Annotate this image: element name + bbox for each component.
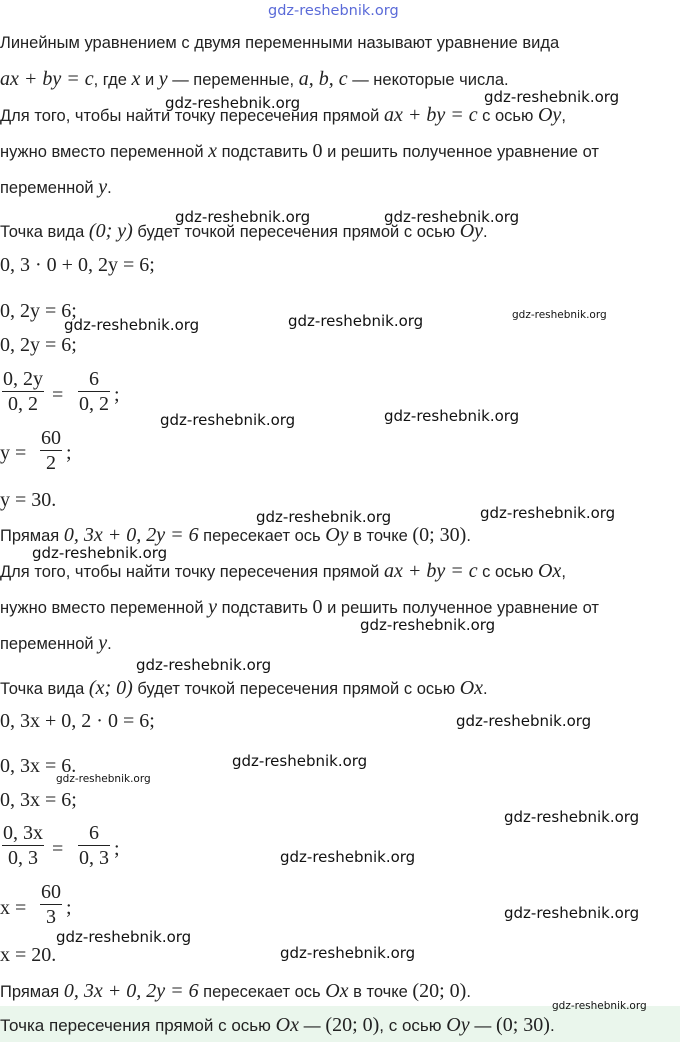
intro-var-y: y [158,68,168,90]
ox-p3b: . [107,635,112,653]
ox-sum-point: (20; 0) [412,980,467,1002]
ox-sum-eq: 0, 3x + 0, 2y = 6 [63,980,199,1002]
ox-sum-axis: Ox [325,980,349,1002]
oy-para-line-2 [0,140,599,163]
ox-p2c: и решить полученное уравнение от [322,599,599,617]
final-c: . [549,1016,555,1035]
ox-point-line [0,677,488,700]
watermark-top: gdz-reshebnik.org [268,3,399,19]
oy-y-lhs: y = [0,442,27,464]
oy-frac-3 [40,427,62,474]
intro-text-b: — переменные, [167,71,299,89]
watermark: gdz-reshebnik.org [32,544,168,562]
ox-result: x = 20. [0,944,57,966]
intro-eq: ax + by = c [0,68,94,90]
oy-frac-3-den: 2 [46,452,56,474]
oy-point-axis: Oy [459,220,484,242]
oy-result: y = 30. [0,489,57,511]
ox-eq-1: 0, 3x + 0, 2 · 0 = 6; [0,710,155,732]
watermark: gdz-reshebnik.org [280,944,416,962]
ox-sum-c: в точке [348,983,413,1001]
final-a: Точка пересечения прямой с осью [0,1016,276,1035]
watermark: gdz-reshebnik.org [256,508,392,526]
oy-p2c: и решить полученное уравнение от [322,143,599,161]
oy-p3a: переменной [0,179,99,197]
ox-frac-3-den: 3 [46,906,56,928]
oy-point-b: будет точкой пересечения прямой с осью [132,223,460,241]
watermark: gdz-reshebnik.org [456,712,592,730]
oy-sum-b: пересекает ось [198,527,326,545]
oy-frac-2-den: 0, 2 [79,393,109,415]
ox-x-lhs: x = [0,897,27,919]
ox-sum-d: . [466,983,471,1001]
oy-para-line-3 [0,176,112,199]
intro-line-1: Линейным уравнением с двумя переменными называют уравнение вида [0,34,560,52]
ox-p1-eq: ax + by = c [383,560,478,582]
oy-frac-2 [78,368,110,415]
oy-frac-1 [2,368,44,415]
ox-point-c: . [483,680,488,698]
oy-sum-d: . [466,527,471,545]
ox-para-line-3 [0,632,112,655]
watermark: gdz-reshebnik.org [56,928,192,946]
oy-frac-semi: ; [114,384,120,406]
ox-p2-zero: 0 [312,596,323,618]
final-dash-1: — [298,1016,326,1035]
watermark: gdz-reshebnik.org [504,904,640,922]
ox-p3-var: y [98,632,108,654]
final-answer [0,1014,555,1037]
oy-frac-1-num: 0, 2y [3,368,43,390]
ox-frac-1 [2,822,44,869]
final-point-2: (0; 30) [496,1014,550,1036]
watermark: gdz-reshebnik.org [165,94,301,112]
oy-frac-eq-sign: = [52,384,64,406]
ox-p2b: подставить [217,599,313,617]
watermark: gdz-reshebnik.org [232,752,368,770]
ox-point-axis: Ox [459,677,484,699]
final-axis-ox: Ox [275,1014,299,1036]
watermark: gdz-reshebnik.org [64,316,200,334]
oy-p2-zero: 0 [312,140,323,162]
ox-point-b: будет точкой пересечения прямой с осью [132,680,460,698]
intro-line-2 [0,68,509,91]
ox-summary [0,980,471,1003]
watermark: gdz-reshebnik.org [280,848,416,866]
oy-sum-c: в точке [348,527,413,545]
watermark: gdz-reshebnik.org [136,656,272,674]
watermark: gdz-reshebnik.org [504,808,640,826]
ox-p2-var: y [208,596,218,618]
ox-frac-3 [40,881,62,928]
final-point-1: (20; 0) [325,1014,380,1036]
oy-point-a: Точка вида [0,223,89,241]
ox-frac-3-num: 60 [41,881,61,903]
intro-var-x: x [131,68,141,90]
oy-sum-point: (0; 30) [412,524,467,546]
oy-sum-a: Прямая [0,527,64,545]
ox-frac-3-semi: ; [66,897,72,919]
watermark: gdz-reshebnik.org [384,407,520,425]
watermark: gdz-reshebnik.org [288,312,424,330]
ox-eq-2: 0, 3x = 6. [0,755,77,777]
intro-text-c: — некоторые числа. [347,71,509,89]
ox-frac-1-num: 0, 3x [3,822,43,844]
ox-para-line-1 [0,560,566,583]
oy-frac-2-num: 6 [89,368,99,390]
ox-sum-a: Прямая [0,983,64,1001]
oy-point: (0; y) [88,220,133,242]
watermark: gdz-reshebnik.org [480,504,616,522]
oy-p2-var: x [208,140,218,162]
ox-frac-semi: ; [114,838,120,860]
oy-p1b: с осью [477,107,538,125]
oy-p1-axis: Oy [537,104,562,126]
ox-frac-2 [78,822,110,869]
oy-frac-1-den: 0, 2 [8,393,38,415]
watermark: gdz-reshebnik.org [512,309,607,321]
oy-frac-3-num: 60 [41,427,61,449]
ox-p3a: переменной [0,635,99,653]
intro-and: и [140,71,159,89]
ox-frac-1-den: 0, 3 [8,847,38,869]
ox-p1-axis: Ox [537,560,562,582]
final-dash-2: — [469,1016,497,1035]
oy-eq-2: 0, 2y = 6; [0,300,77,322]
intro-abc: a, b, c [298,68,348,90]
oy-p3b: . [107,179,112,197]
oy-p1c: , [561,107,566,125]
oy-sum-eq: 0, 3x + 0, 2y = 6 [63,524,199,546]
watermark: gdz-reshebnik.org [484,88,620,106]
watermark: gdz-reshebnik.org [384,208,520,226]
ox-p1b: с осью [477,563,538,581]
ox-frac-eq-sign: = [52,838,64,860]
watermark: gdz-reshebnik.org [360,616,496,634]
ox-p1c: , [561,563,566,581]
ox-point-a: Точка вида [0,680,89,698]
oy-p3-var: y [98,176,108,198]
ox-sum-b: пересекает ось [198,983,326,1001]
oy-p1a: Для того, чтобы найти точку пересечения прямой [0,107,384,125]
watermark: gdz-reshebnik.org [175,208,311,226]
ox-point: (x; 0) [88,677,133,699]
intro-text-a: , где [93,71,132,89]
oy-eq-1: 0, 3 · 0 + 0, 2y = 6; [0,254,155,276]
oy-sum-axis: Oy [325,524,349,546]
final-axis-oy: Oy [446,1014,470,1036]
oy-eq-3: 0, 2y = 6; [0,334,77,356]
ox-frac-2-den: 0, 3 [79,847,109,869]
oy-p2b: подставить [217,143,313,161]
oy-p1-eq: ax + by = c [383,104,478,126]
ox-para-line-2 [0,596,599,619]
ox-p2a: нужно вместо переменной [0,599,209,617]
ox-p1a: Для того, чтобы найти точку пересечения прямой [0,563,384,581]
final-b: , с осью [379,1016,447,1035]
oy-point-c: . [483,223,488,241]
oy-p2a: нужно вместо переменной [0,143,209,161]
watermark: gdz-reshebnik.org [552,1000,647,1012]
ox-frac-2-num: 6 [89,822,99,844]
ox-eq-3: 0, 3x = 6; [0,789,77,811]
watermark: gdz-reshebnik.org [160,411,296,429]
watermark: gdz-reshebnik.org [56,773,151,785]
oy-frac-3-semi: ; [66,442,72,464]
